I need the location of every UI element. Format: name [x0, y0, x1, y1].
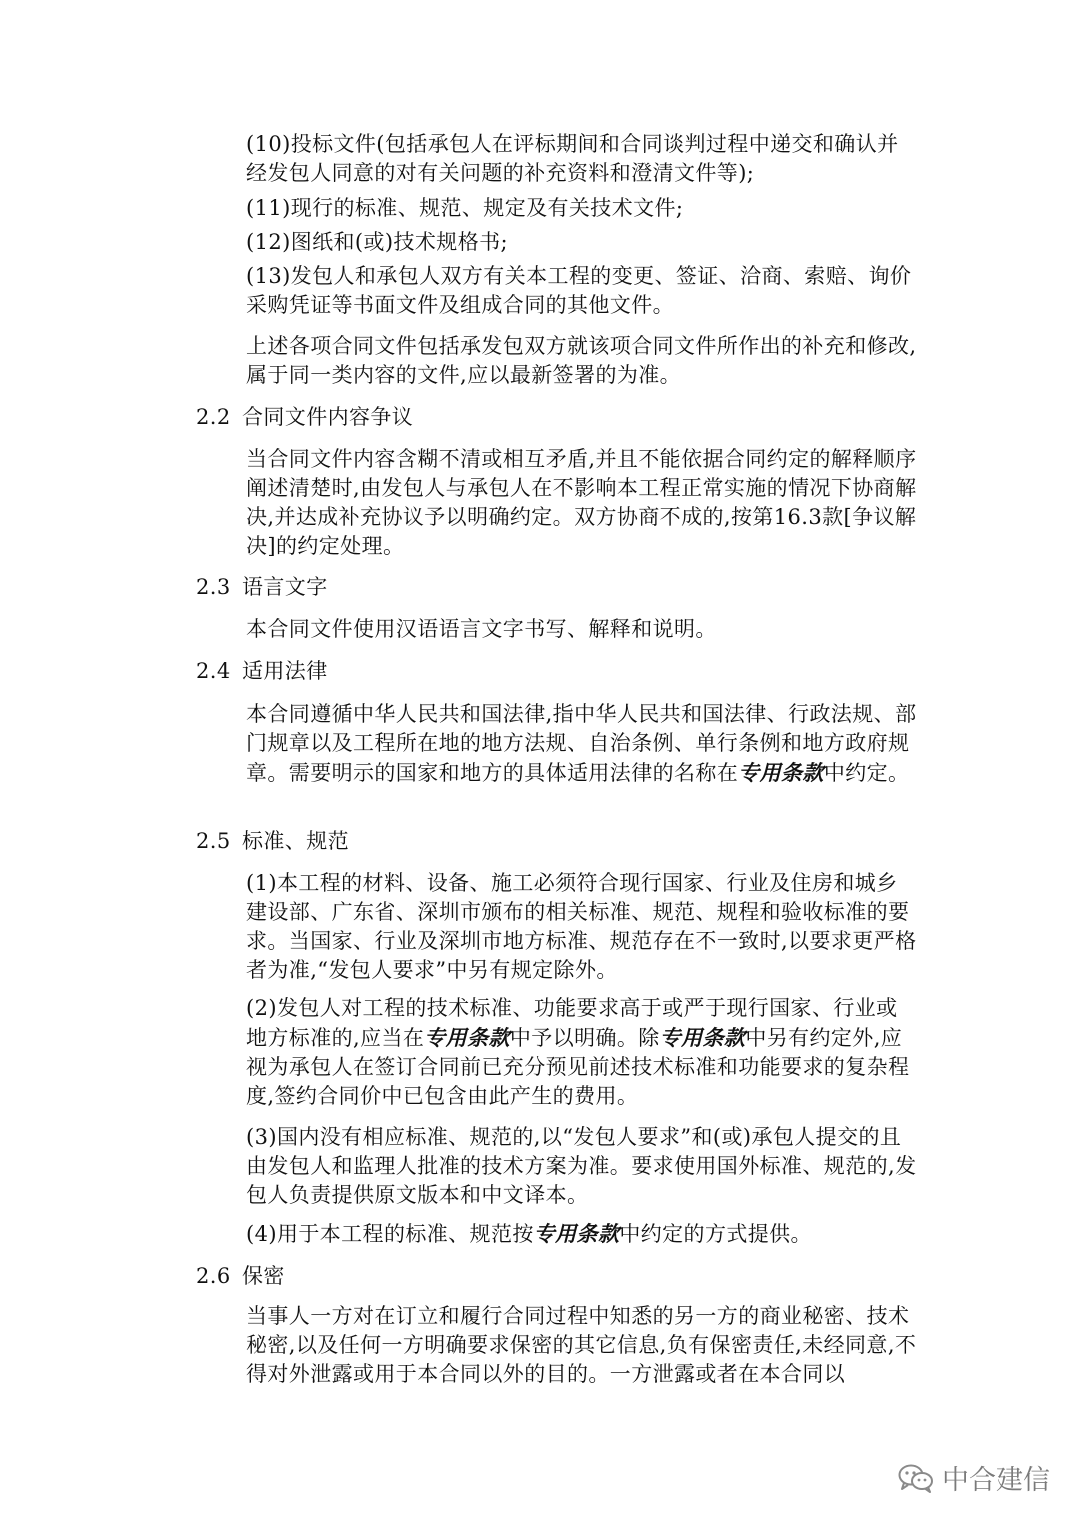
section-body-2-2: 当合同文件内容含糊不清或相互矛盾,并且不能依据合同约定的解释顺序阐述清楚时,由发包人与承包人在不影响本工程正常实施的情况下协商解决,并达成补充协议予以明确约定。双方协商不成的,按第16.3款[争议解决]的约定处理。 — [246, 447, 917, 558]
special-terms-ref: 专用条款 — [424, 1025, 510, 1050]
text-run: (2)发包人对工程的技术标准、功能要求高于或严于现行国家、行业或地方标准的,应当在 — [246, 996, 898, 1050]
section-number: 2.3 — [196, 575, 231, 599]
text-run: (4)用于本工程的标准、规范按 — [246, 1222, 534, 1246]
special-terms-ref: 专用条款 — [533, 1221, 620, 1246]
text-run: 中另有约定外,应视为承包人在签订合同前已充分预见前述技术标准和功能要求的复杂程度,签约合同价中已包含由此产生的费用。 — [246, 1026, 910, 1108]
priority-note: 上述各项合同文件包括承发包双方就该项合同文件所作出的补充和修改,属于同一类内容的文件,应以最新签署的为准。 — [246, 334, 917, 387]
special-terms-ref: 专用条款 — [738, 760, 824, 785]
item-11: (11)现行的标准、规范、规定及有关技术文件; — [246, 196, 684, 220]
section-title: 语言文字 — [242, 575, 328, 599]
item-13: (13)发包人和承包人双方有关本工程的变更、签证、洽商、索赔、询价采购凭证等书面文件及组成合同的其他文件。 — [246, 264, 912, 317]
section-number: 2.5 — [196, 829, 231, 853]
watermark-text: 中合建信 — [942, 1465, 1050, 1496]
section-heading-2-6 — [196, 1262, 285, 1291]
section-title: 标准、规范 — [242, 829, 349, 853]
section-2-5-para-4 — [246, 1219, 918, 1249]
section-number: 2.4 — [196, 659, 231, 683]
section-title: 合同文件内容争议 — [242, 405, 414, 429]
section-2-5-para-2 — [246, 994, 918, 1111]
section-2-5-para-1: (1)本工程的材料、设备、施工必须符合现行国家、行业及住房和城乡建设部、广东省、深圳市颁布的相关标准、规范、规程和验收标准的要求。当国家、行业及深圳市地方标准、规范存在不一致时,以要求更严格者为准,“发包人要求”中另有规定除外。 — [246, 871, 917, 982]
wechat-icon — [898, 1463, 934, 1493]
text-run: 本合同遵循中华人民共和国法律,指中华人民共和国法律、行政法规、部门规章以及工程所在地的地方法规、自治条例、单行条例和地方政府规章。需要明示的国家和地方的具体适用法律的名称在 — [246, 702, 917, 785]
item-10: (10)投标文件(包括承包人在评标期间和合同谈判过程中递交和确认并经发包人同意的对有关问题的补充资料和澄清文件等); — [246, 132, 899, 185]
section-body-2-4 — [246, 700, 918, 788]
section-heading-2-5 — [196, 827, 349, 856]
text-run: 中予以明确。除 — [509, 1026, 660, 1050]
section-body-2-3: 本合同文件使用汉语语言文字书写、解释和说明。 — [246, 617, 717, 641]
section-heading-2-3 — [196, 573, 328, 602]
section-body-2-6: 当事人一方对在订立和履行合同过程中知悉的另一方的商业秘密、技术秘密,以及任何一方明确要求保密的其它信息,负有保密责任,未经同意,不得对外泄露或用于本合同以外的目的。一方泄露或者在本合同以 — [246, 1304, 917, 1386]
section-title: 适用法律 — [242, 659, 328, 683]
watermark — [898, 1458, 1050, 1497]
text-run: 中约定。 — [823, 761, 910, 785]
section-title: 保密 — [242, 1264, 285, 1288]
text-run: 中约定的方式提供。 — [619, 1222, 812, 1246]
section-number: 2.6 — [196, 1264, 231, 1288]
item-12: (12)图纸和(或)技术规格书; — [246, 230, 508, 254]
section-number: 2.2 — [196, 405, 231, 429]
special-terms-ref: 专用条款 — [659, 1025, 746, 1050]
section-heading-2-4 — [196, 657, 328, 686]
section-2-5-para-3: (3)国内没有相应标准、规范的,以“发包人要求”和(或)承包人提交的且由发包人和监理人批准的技术方案为准。要求使用国外标准、规范的,发包人负责提供原文版本和中文译本。 — [246, 1125, 917, 1207]
section-heading-2-2 — [196, 403, 413, 432]
